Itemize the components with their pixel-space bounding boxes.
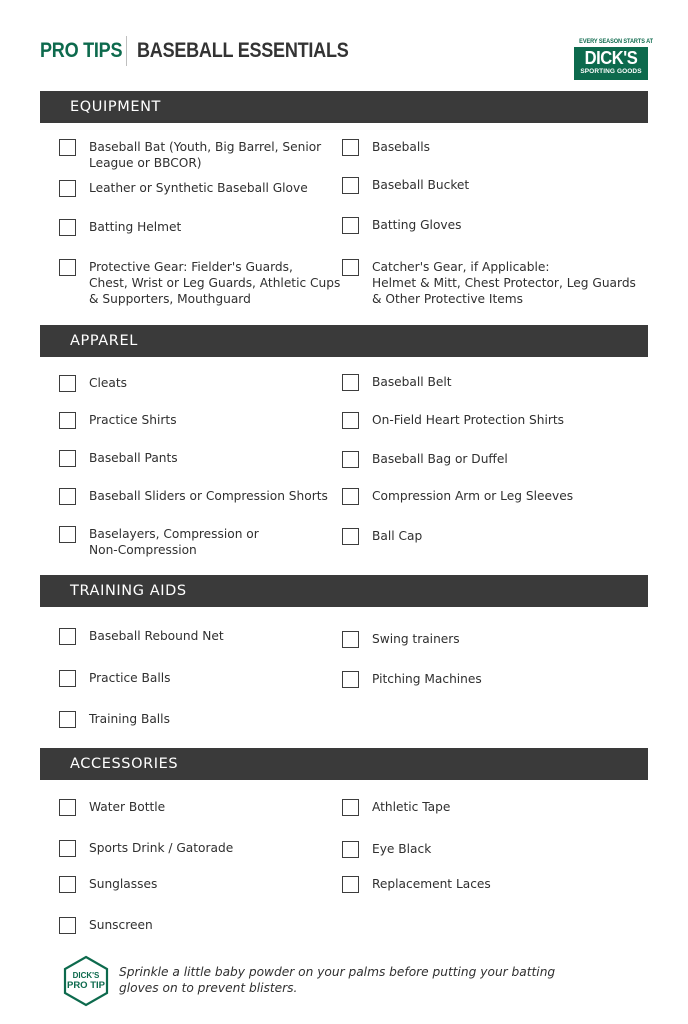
logo-box bbox=[574, 47, 648, 80]
page-title: BASEBALL ESSENTIALS bbox=[137, 39, 349, 62]
logo-name: DICK'S bbox=[584, 48, 638, 68]
checklist-item[interactable] bbox=[342, 177, 469, 194]
dicks-logo bbox=[574, 38, 653, 80]
item-label: Batting Helmet bbox=[89, 220, 182, 234]
checklist-item[interactable] bbox=[59, 917, 153, 934]
item-label: Catcher's Gear, if Applicable: Helmet & Mitt, Chest Protector, Leg Guards & Other Protective Items bbox=[372, 260, 636, 306]
checklist-item[interactable] bbox=[342, 217, 461, 234]
checkbox[interactable] bbox=[59, 526, 76, 543]
checklist-item[interactable] bbox=[342, 876, 491, 893]
checkbox[interactable] bbox=[342, 671, 359, 688]
badge-line2: PRO TIP bbox=[66, 980, 106, 991]
item-label: Practice Shirts bbox=[89, 413, 177, 427]
section-title: APPAREL bbox=[70, 333, 138, 349]
page-header bbox=[40, 34, 383, 68]
checkbox[interactable] bbox=[342, 876, 359, 893]
checkbox[interactable] bbox=[342, 631, 359, 648]
checkbox[interactable] bbox=[342, 259, 359, 276]
item-label: Baseball Pants bbox=[89, 451, 178, 465]
checkbox[interactable] bbox=[342, 177, 359, 194]
section-title: EQUIPMENT bbox=[70, 99, 161, 115]
checkbox[interactable] bbox=[59, 876, 76, 893]
checklist-item[interactable] bbox=[342, 799, 450, 816]
checkbox[interactable] bbox=[59, 450, 76, 467]
item-label: Sports Drink / Gatorade bbox=[89, 841, 234, 855]
checklist-item[interactable] bbox=[59, 526, 259, 558]
checkbox[interactable] bbox=[59, 840, 76, 857]
section-bar-equipment bbox=[40, 91, 648, 123]
pro-tip-text: Sprinkle a little baby powder on your palms before putting your batting gloves on to prevent blisters. bbox=[119, 965, 556, 995]
checkbox[interactable] bbox=[342, 799, 359, 816]
item-label: Baseball Belt bbox=[372, 375, 452, 389]
item-label: Baseball Rebound Net bbox=[89, 629, 224, 643]
section-bar-apparel bbox=[40, 325, 648, 357]
section-bar-accessories bbox=[40, 748, 648, 780]
checklist-item[interactable] bbox=[59, 219, 181, 236]
checklist-item[interactable] bbox=[342, 412, 564, 429]
checkbox[interactable] bbox=[342, 374, 359, 391]
item-label: Baseballs bbox=[372, 140, 431, 154]
header-divider bbox=[126, 36, 127, 66]
checklist-item[interactable] bbox=[59, 139, 321, 171]
item-label: Leather or Synthetic Baseball Glove bbox=[89, 181, 308, 195]
checkbox[interactable] bbox=[342, 412, 359, 429]
item-label: Ball Cap bbox=[372, 529, 423, 543]
item-label: Baseball Bucket bbox=[372, 178, 470, 192]
checkbox[interactable] bbox=[342, 488, 359, 505]
item-label: Sunglasses bbox=[89, 877, 158, 891]
item-label: Pitching Machines bbox=[372, 672, 482, 686]
item-label: Baseball Sliders or Compression Shorts bbox=[89, 489, 328, 503]
item-label: Baselayers, Compression or Non-Compression bbox=[89, 527, 259, 557]
checkbox[interactable] bbox=[59, 670, 76, 687]
checklist-item[interactable] bbox=[342, 671, 482, 688]
section-bar-training-aids bbox=[40, 575, 648, 607]
badge-line1: DICK'S bbox=[72, 971, 100, 980]
item-label: Athletic Tape bbox=[372, 800, 451, 814]
checklist-item[interactable] bbox=[59, 412, 177, 429]
checkbox[interactable] bbox=[59, 917, 76, 934]
item-label: Compression Arm or Leg Sleeves bbox=[372, 489, 574, 503]
checklist-item[interactable] bbox=[342, 139, 430, 156]
checkbox[interactable] bbox=[59, 628, 76, 645]
checkbox[interactable] bbox=[342, 841, 359, 858]
item-label: Eye Black bbox=[372, 842, 432, 856]
checklist-item[interactable] bbox=[342, 488, 573, 505]
checklist-item[interactable] bbox=[59, 450, 178, 467]
logo-tagline: EVERY SEASON STARTS AT bbox=[579, 38, 653, 45]
checkbox[interactable] bbox=[59, 711, 76, 728]
section-title: TRAINING AIDS bbox=[70, 583, 187, 599]
checkbox[interactable] bbox=[59, 259, 76, 276]
item-label: Batting Gloves bbox=[372, 218, 462, 232]
checklist-item[interactable] bbox=[342, 841, 431, 858]
checkbox[interactable] bbox=[59, 375, 76, 392]
checkbox[interactable] bbox=[342, 451, 359, 468]
checkbox[interactable] bbox=[59, 488, 76, 505]
item-label: Practice Balls bbox=[89, 671, 171, 685]
logo-subname: SPORTING GOODS bbox=[580, 68, 642, 75]
item-label: Training Balls bbox=[89, 712, 170, 726]
checklist-item[interactable] bbox=[59, 711, 170, 728]
item-label: Swing trainers bbox=[372, 632, 460, 646]
checkbox[interactable] bbox=[59, 219, 76, 236]
checkbox[interactable] bbox=[59, 139, 76, 156]
pro-tip-badge-icon bbox=[60, 955, 112, 1007]
item-label: On-Field Heart Protection Shirts bbox=[372, 413, 565, 427]
item-label: Replacement Laces bbox=[372, 877, 491, 891]
checklist-item[interactable] bbox=[59, 840, 233, 857]
checklist-item[interactable] bbox=[342, 374, 452, 391]
checklist-item[interactable] bbox=[342, 451, 508, 468]
item-label: Baseball Bat (Youth, Big Barrel, Senior League or BBCOR) bbox=[89, 140, 322, 170]
checklist-item[interactable] bbox=[59, 799, 165, 816]
checklist-item[interactable] bbox=[59, 876, 157, 893]
item-label: Protective Gear: Fielder's Guards, Chest, Wrist or Leg Guards, Athletic Cups & Supporters, Mouthguard bbox=[89, 260, 341, 306]
checklist-item[interactable] bbox=[342, 528, 422, 545]
item-label: Water Bottle bbox=[89, 800, 166, 814]
checklist-item[interactable] bbox=[59, 375, 127, 392]
checkbox[interactable] bbox=[59, 180, 76, 197]
checklist-item[interactable] bbox=[59, 259, 340, 307]
item-label: Sunscreen bbox=[89, 918, 153, 932]
checklist-item[interactable] bbox=[342, 631, 460, 648]
section-title: ACCESSORIES bbox=[70, 756, 179, 772]
checklist-item[interactable] bbox=[59, 628, 224, 645]
checkbox[interactable] bbox=[342, 217, 359, 234]
checklist-item[interactable] bbox=[59, 180, 308, 197]
checkbox[interactable] bbox=[342, 528, 359, 545]
checklist-item[interactable] bbox=[59, 670, 171, 687]
pro-tips-heading: PRO TIPS bbox=[40, 39, 123, 62]
checkbox[interactable] bbox=[59, 799, 76, 816]
item-label: Cleats bbox=[89, 376, 127, 390]
checklist-item[interactable] bbox=[342, 259, 636, 307]
checkbox[interactable] bbox=[59, 412, 76, 429]
checklist-item[interactable] bbox=[59, 488, 328, 505]
checkbox[interactable] bbox=[342, 139, 359, 156]
item-label: Baseball Bag or Duffel bbox=[372, 452, 508, 466]
